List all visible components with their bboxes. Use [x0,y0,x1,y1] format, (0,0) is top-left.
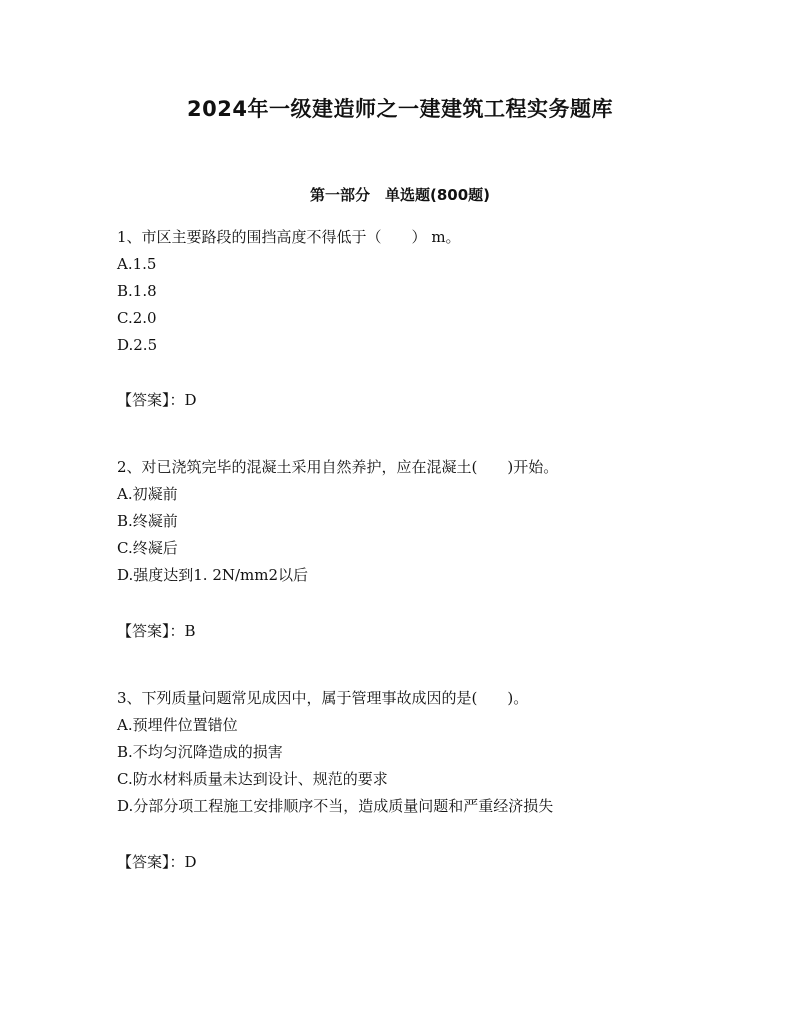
section-title: 第一部分 单选题(800题) [309,186,491,204]
page-title: 2024年一级建造师之一建建筑工程实务题库 [187,97,613,121]
option-b: B.1.8 [117,282,157,300]
option-a: A.1.5 [117,255,157,273]
answer-label: 【答案】：D [117,853,197,871]
option-a: A.初凝前 [117,485,178,503]
answer-label: 【答案】：D [117,391,197,409]
question-stem: 1、市区主要路段的围挡高度不得低于（ ） m。 [117,228,461,246]
question-stem: 3、下列质量问题常见成因中，属于管理事故成因的是( )。 [117,689,529,707]
question-stem: 2、对已浇筑完毕的混凝土采用自然养护，应在混凝土( )开始。 [117,458,559,476]
option-a: A.预埋件位置错位 [117,716,238,734]
option-d: D.2.5 [117,336,158,354]
option-d: D.强度达到1. 2N/mm2以后 [117,566,309,584]
option-c: C.终凝后 [117,539,178,557]
option-c: C.防水材料质量未达到设计、规范的要求 [117,770,388,788]
option-c: C.2.0 [117,309,157,327]
option-b: B.不均匀沉降造成的损害 [117,743,283,761]
option-d: D.分部分项工程施工安排顺序不当，造成质量问题和严重经济损失 [117,797,554,815]
option-b: B.终凝前 [117,512,178,530]
answer-label: 【答案】：B [117,622,196,640]
